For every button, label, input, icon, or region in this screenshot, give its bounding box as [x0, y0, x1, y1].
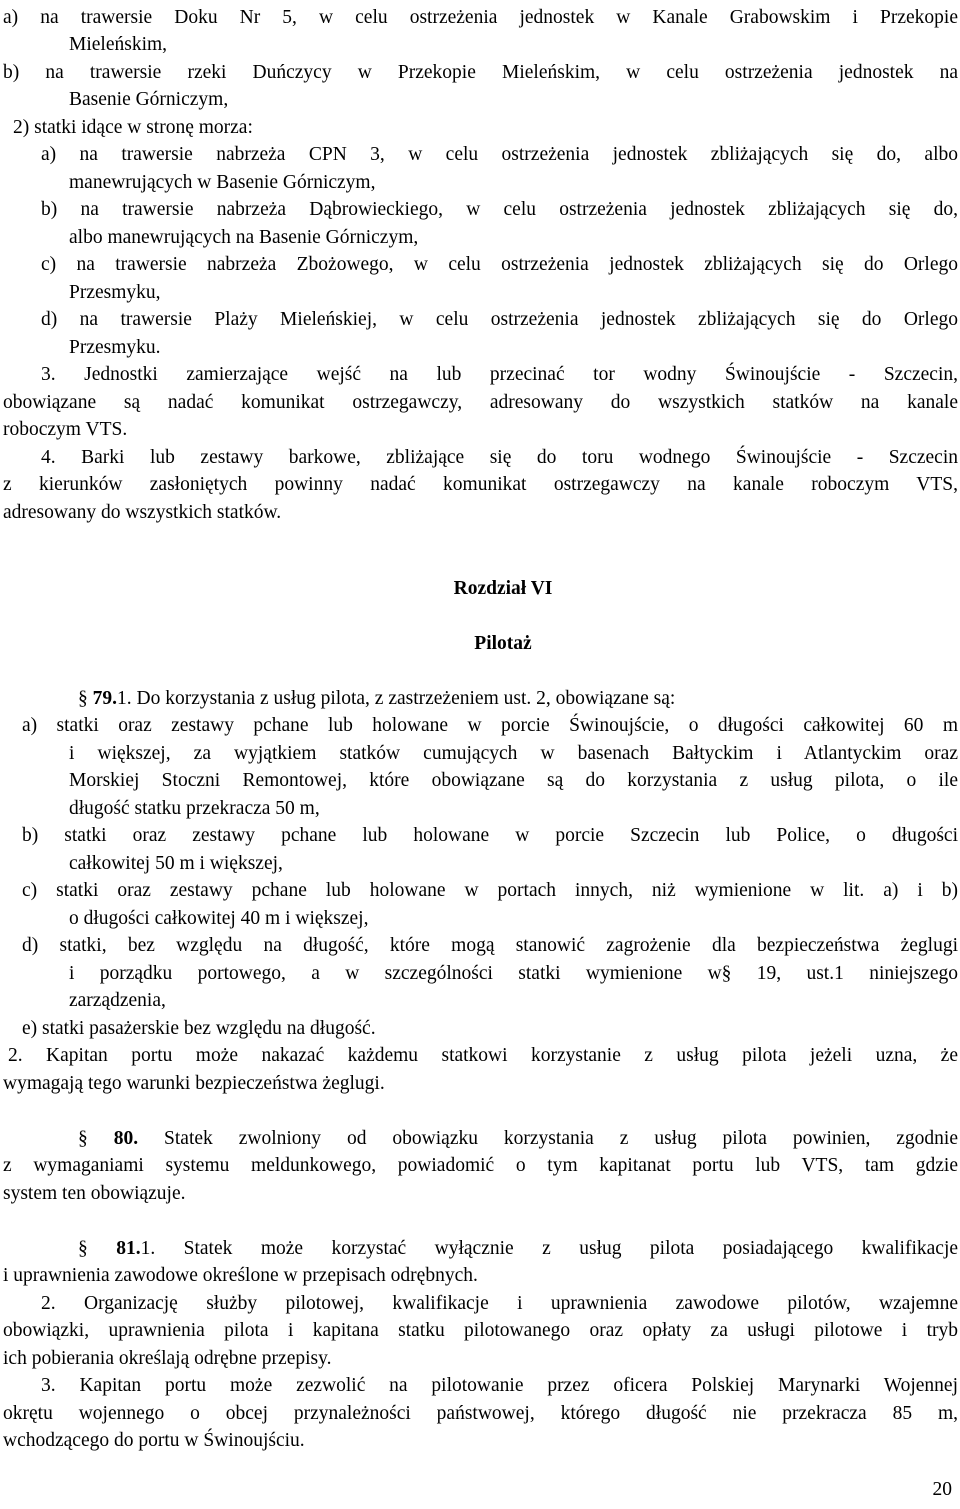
text-line: system ten obowiązuje. [3, 1183, 186, 1204]
text-line: całkowitej 50 m i większej, [69, 853, 283, 874]
text-line: i porządku portowego, a w szczególności statki wymienione w§ 19, ust.1 niniejszego [69, 963, 958, 984]
text-line: z kierunków zasłoniętych powinny nadać komunikat ostrzegawczy na kanale roboczym VTS, [3, 474, 958, 495]
text-line: obowiązane są nadać komunikat ostrzegawczy, adresowany do wszystkich statków na kanale [3, 392, 958, 413]
text-line: roboczym VTS. [3, 419, 128, 440]
text-line: Mieleńskim, [69, 34, 168, 55]
paragraph-text: Statek zwolniony od obowiązku korzystania z usług pilota powinien, zgodnie [138, 1128, 958, 1149]
section-number: 80. [113, 1128, 139, 1149]
section-sign: § [78, 1128, 114, 1149]
text-line: ich pobierania określają odrębne przepisy. [3, 1348, 332, 1369]
text-line: c) statki oraz zestawy pchane lub holowane w portach innych, niż wymienione w lit. a) i b) [22, 880, 958, 901]
text-line: d) statki, bez względu na długość, które mogą stanowić zagrożenie dla bezpieczeństwa żeglugi [22, 935, 958, 956]
text-line: długość statku przekracza 50 m, [69, 798, 320, 819]
text-line: o długości całkowitej 40 m i większej, [69, 908, 369, 929]
text-line: d) na trawersie Plaży Mieleńskiej, w celu ostrzeżenia jednostek zbliżających się do Orlego [41, 309, 958, 330]
section-number: 79. [92, 688, 117, 709]
paragraph-text: 1. Do korzystania z usług pilota, z zastrzeżeniem ust. 2, obowiązane są: [117, 688, 676, 709]
text-line: manewrujących w Basenie Górniczym, [69, 172, 376, 193]
page-number: 20 [932, 1479, 952, 1500]
text-line: wchodzącego do portu w Świnoujściu. [3, 1430, 305, 1451]
text-line: i uprawnienia zawodowe określone w przepisach odrębnych. [3, 1265, 478, 1286]
section-sign: § [78, 1238, 117, 1259]
text-line: 2) statki idące w stronę morza: [13, 117, 253, 138]
text-line: i większej, za wyjątkiem statków cumujących w basenach Bałtyckim i Atlantyckim oraz [69, 743, 958, 764]
text-line: Basenie Górniczym, [69, 89, 229, 110]
section-number: 81. [116, 1238, 141, 1259]
text-line: wymagają tego warunki bezpieczeństwa żeglugi. [3, 1073, 385, 1094]
chapter-heading: Rozdział VI [453, 578, 553, 599]
text-line: 3. Jednostki zamierzające wejść na lub przecinać tor wodny Świnoujście - Szczecin, [41, 364, 958, 385]
text-line: adresowany do wszystkich statków. [3, 502, 282, 523]
text-line: b) statki oraz zestawy pchane lub holowane w porcie Szczecin lub Police, o długości [22, 825, 958, 846]
section-sign: § [78, 688, 93, 709]
text-line: Morskiej Stoczni Remontowej, które obowiązane są do korzystania z usług pilota, o ile [69, 770, 958, 791]
paragraph-80-line [3, 1125, 958, 1153]
paragraph-79-line [78, 685, 675, 713]
text-line: okrętu wojennego o obcej przynależności państwowej, którego długość nie przekracza 85 m, [3, 1403, 958, 1424]
text-line: 3. Kapitan portu może zezwolić na pilotowanie przez oficera Polskiej Marynarki Wojennej [41, 1375, 958, 1396]
paragraph-81-line [3, 1235, 958, 1263]
text-line: 2. Organizację służby pilotowej, kwalifikacje i uprawnienia zawodowe pilotów, wzajemne [41, 1293, 958, 1314]
text-line: a) na trawersie nabrzeża CPN 3, w celu ostrzeżenia jednostek zbliżających się do, albo [41, 144, 958, 165]
text-line: b) na trawersie rzeki Duńczycy w Przekopie Mieleńskim, w celu ostrzeżenia jednostek na [3, 62, 958, 83]
text-line: 4. Barki lub zestawy barkowe, zbliżające się do toru wodnego Świnoujście - Szczecin [41, 447, 958, 468]
text-line: a) statki oraz zestawy pchane lub holowane w porcie Świnoujście, o długości całkowitej 60 m [22, 715, 958, 736]
paragraph-text: 1. Statek może korzystać wyłącznie z usług pilota posiadającego kwalifikacje [140, 1238, 959, 1259]
text-line: a) na trawersie Doku Nr 5, w celu ostrzeżenia jednostek w Kanale Grabowskim i Przekopie [3, 7, 958, 28]
chapter-title: Pilotaż [474, 633, 532, 654]
text-line: Przesmyku. [69, 337, 161, 358]
text-line: Przesmyku, [69, 282, 161, 303]
text-line: albo manewrujących na Basenie Górniczym, [69, 227, 419, 248]
text-line: obowiązki, uprawnienia pilota i kapitana statku pilotowanego oraz opłaty za usługi pilotowe i tryb [3, 1320, 958, 1341]
text-line: 2. Kapitan portu może nakazać każdemu statkowi korzystanie z usług pilota jeżeli uzna, że [8, 1045, 958, 1066]
text-line: c) na trawersie nabrzeża Zbożowego, w celu ostrzeżenia jednostek zbliżających się do Orlego [41, 254, 958, 275]
text-line: z wymaganiami systemu meldunkowego, powiadomić o tym kapitanat portu lub VTS, tam gdzie [3, 1155, 958, 1176]
text-line: b) na trawersie nabrzeża Dąbrowieckiego, w celu ostrzeżenia jednostek zbliżających się do, [41, 199, 958, 220]
text-line: zarządzenia, [69, 990, 166, 1011]
text-line: e) statki pasażerskie bez względu na długość. [22, 1018, 376, 1039]
